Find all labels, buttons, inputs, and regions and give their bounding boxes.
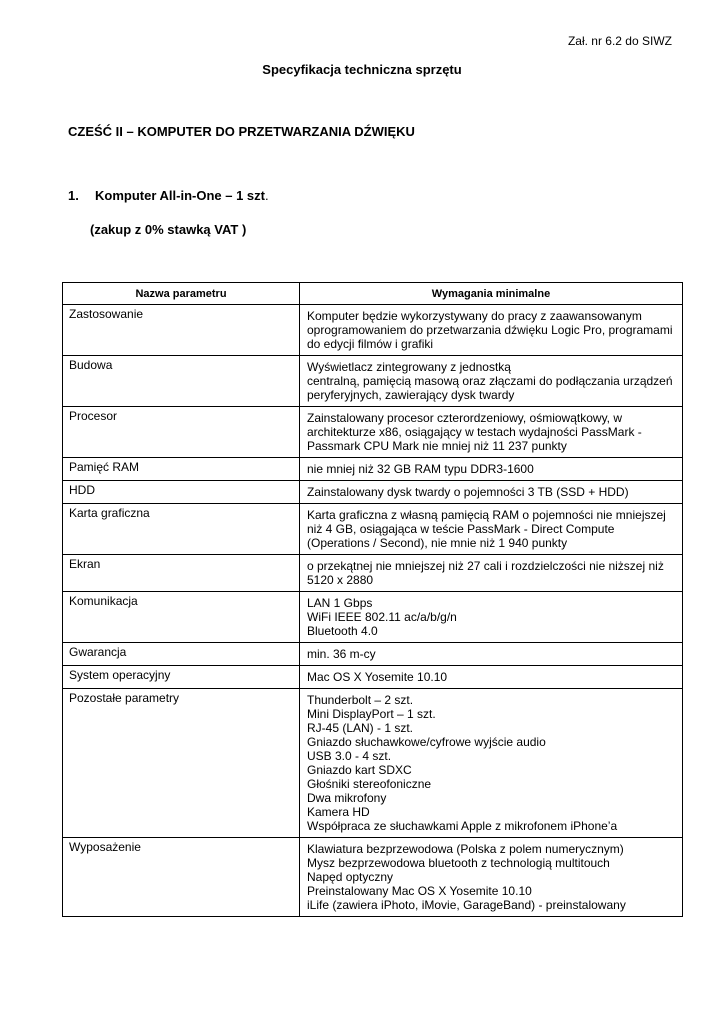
param-requirements bbox=[300, 666, 683, 689]
requirement-line: niż 4 GB, osiągająca w teście PassMark - Direct Compute bbox=[307, 522, 615, 536]
param-requirements bbox=[300, 504, 683, 555]
table-row bbox=[63, 555, 683, 592]
requirement-line: Thunderbolt – 2 szt. bbox=[307, 693, 414, 707]
attachment-note: Zał. nr 6.2 do SIWZ bbox=[567, 34, 672, 48]
requirement-line: Bluetooth 4.0 bbox=[307, 624, 378, 638]
table-row bbox=[63, 458, 683, 481]
document-title: Specyfikacja techniczna sprzętu bbox=[262, 62, 462, 77]
requirement-line: Komputer będzie wykorzystywany do pracy z zaawansowanym bbox=[307, 309, 642, 323]
table-row bbox=[63, 838, 683, 917]
requirement-line: Klawiatura bezprzewodowa (Polska z polem numerycznym) bbox=[307, 842, 624, 856]
requirement-line: (Operations / Second), nie mnie niż 1 940 punkty bbox=[307, 536, 568, 550]
param-name: System operacyjny bbox=[63, 666, 300, 689]
requirement-line: Gniazdo słuchawkowe/cyfrowe wyjście audio bbox=[307, 735, 546, 749]
param-name: Ekran bbox=[63, 555, 300, 592]
requirement-line: Mac OS X Yosemite 10.10 bbox=[307, 670, 448, 684]
requirement-line: 5120 x 2880 bbox=[307, 573, 374, 587]
param-requirements bbox=[300, 555, 683, 592]
param-name: Budowa bbox=[63, 356, 300, 407]
table-row bbox=[63, 481, 683, 504]
requirement-line: Napęd optyczny bbox=[307, 870, 394, 884]
requirement-line: Współpraca ze słuchawkami Apple z mikrofonem iPhone’a bbox=[307, 819, 618, 833]
requirement-line: Karta graficzna z własną pamięcią RAM o pojemności nie mniejszej bbox=[307, 508, 666, 522]
header-requirements: Wymagania minimalne bbox=[300, 283, 683, 305]
param-name: Procesor bbox=[63, 407, 300, 458]
param-name: Pozostałe parametry bbox=[63, 689, 300, 838]
param-requirements bbox=[300, 481, 683, 504]
section-title: CZEŚĆ II – KOMPUTER DO PRZETWARZANIA DŹWIĘKU bbox=[68, 124, 415, 139]
requirement-line: do edycji filmów i grafiki bbox=[307, 337, 434, 351]
param-requirements bbox=[300, 689, 683, 838]
table-body bbox=[63, 305, 683, 917]
param-requirements bbox=[300, 407, 683, 458]
param-requirements bbox=[300, 356, 683, 407]
spec-table bbox=[62, 282, 683, 917]
header-param: Nazwa parametru bbox=[63, 283, 300, 305]
requirement-line: USB 3.0 - 4 szt. bbox=[307, 749, 392, 763]
param-name: Gwarancja bbox=[63, 643, 300, 666]
item-title bbox=[68, 188, 269, 203]
requirement-line: Passmark CPU Mark nie mniej niż 11 237 punkty bbox=[307, 439, 567, 453]
param-name: Pamięć RAM bbox=[63, 458, 300, 481]
requirement-line: Mini DisplayPort – 1 szt. bbox=[307, 707, 436, 721]
requirement-line: Kamera HD bbox=[307, 805, 370, 819]
param-name: HDD bbox=[63, 481, 300, 504]
vat-note: (zakup z 0% stawką VAT ) bbox=[90, 222, 247, 237]
table-row bbox=[63, 407, 683, 458]
requirement-line: Gniazdo kart SDXC bbox=[307, 763, 412, 777]
table-row bbox=[63, 592, 683, 643]
table-row bbox=[63, 356, 683, 407]
requirement-line: Zainstalowany dysk twardy o pojemności 3 TB (SSD + HDD) bbox=[307, 485, 629, 499]
table-row bbox=[63, 689, 683, 838]
param-name: Zastosowanie bbox=[63, 305, 300, 356]
requirement-line: iLife (zawiera iPhoto, iMovie, GarageBand) - preinstalowany bbox=[307, 898, 626, 912]
requirement-line: Dwa mikrofony bbox=[307, 791, 387, 805]
table-header-row bbox=[63, 283, 683, 305]
requirement-line: architekturze x86, osiągający w testach wydajności PassMark - bbox=[307, 425, 642, 439]
requirement-line: Zainstalowany procesor czterordzeniowy, ośmiowątkowy, w bbox=[307, 411, 623, 425]
requirement-line: LAN 1 Gbps bbox=[307, 596, 373, 610]
requirement-line: WiFi IEEE 802.11 ac/a/b/g/n bbox=[307, 610, 457, 624]
requirement-line: RJ-45 (LAN) - 1 szt. bbox=[307, 721, 414, 735]
param-requirements bbox=[300, 458, 683, 481]
requirement-line: Głośniki stereofoniczne bbox=[307, 777, 432, 791]
table-row bbox=[63, 643, 683, 666]
requirement-line: Mysz bezprzewodowa bluetooth z technologią multitouch bbox=[307, 856, 610, 870]
param-name: Karta graficzna bbox=[63, 504, 300, 555]
item-name: Komputer All-in-One – 1 szt bbox=[95, 188, 265, 203]
item-number: 1. bbox=[68, 188, 79, 203]
param-requirements bbox=[300, 838, 683, 917]
requirement-line: oprogramowaniem do przetwarzania dźwięku Logic Pro, programami bbox=[307, 323, 673, 337]
table-row bbox=[63, 305, 683, 356]
item-name-suffix: . bbox=[264, 188, 269, 203]
requirement-line: Wyświetlacz zintegrowany z jednostką bbox=[307, 360, 511, 374]
requirement-line: Preinstalowany Mac OS X Yosemite 10.10 bbox=[307, 884, 532, 898]
table-row bbox=[63, 666, 683, 689]
requirement-line: min. 36 m-cy bbox=[307, 647, 376, 661]
param-name: Wyposażenie bbox=[63, 838, 300, 917]
requirement-line: nie mniej niż 32 GB RAM typu DDR3-1600 bbox=[307, 462, 534, 476]
param-name: Komunikacja bbox=[63, 592, 300, 643]
requirement-line: centralną, pamięcią masową oraz złączami do podłączania urządzeń bbox=[307, 374, 673, 388]
param-requirements bbox=[300, 643, 683, 666]
param-requirements bbox=[300, 592, 683, 643]
param-requirements bbox=[300, 305, 683, 356]
requirement-line: peryferyjnych, zawierający dysk twardy bbox=[307, 388, 515, 402]
requirement-line: o przekątnej nie mniejszej niż 27 cali i rozdzielczości nie niższej niż bbox=[307, 559, 664, 573]
table-row bbox=[63, 504, 683, 555]
